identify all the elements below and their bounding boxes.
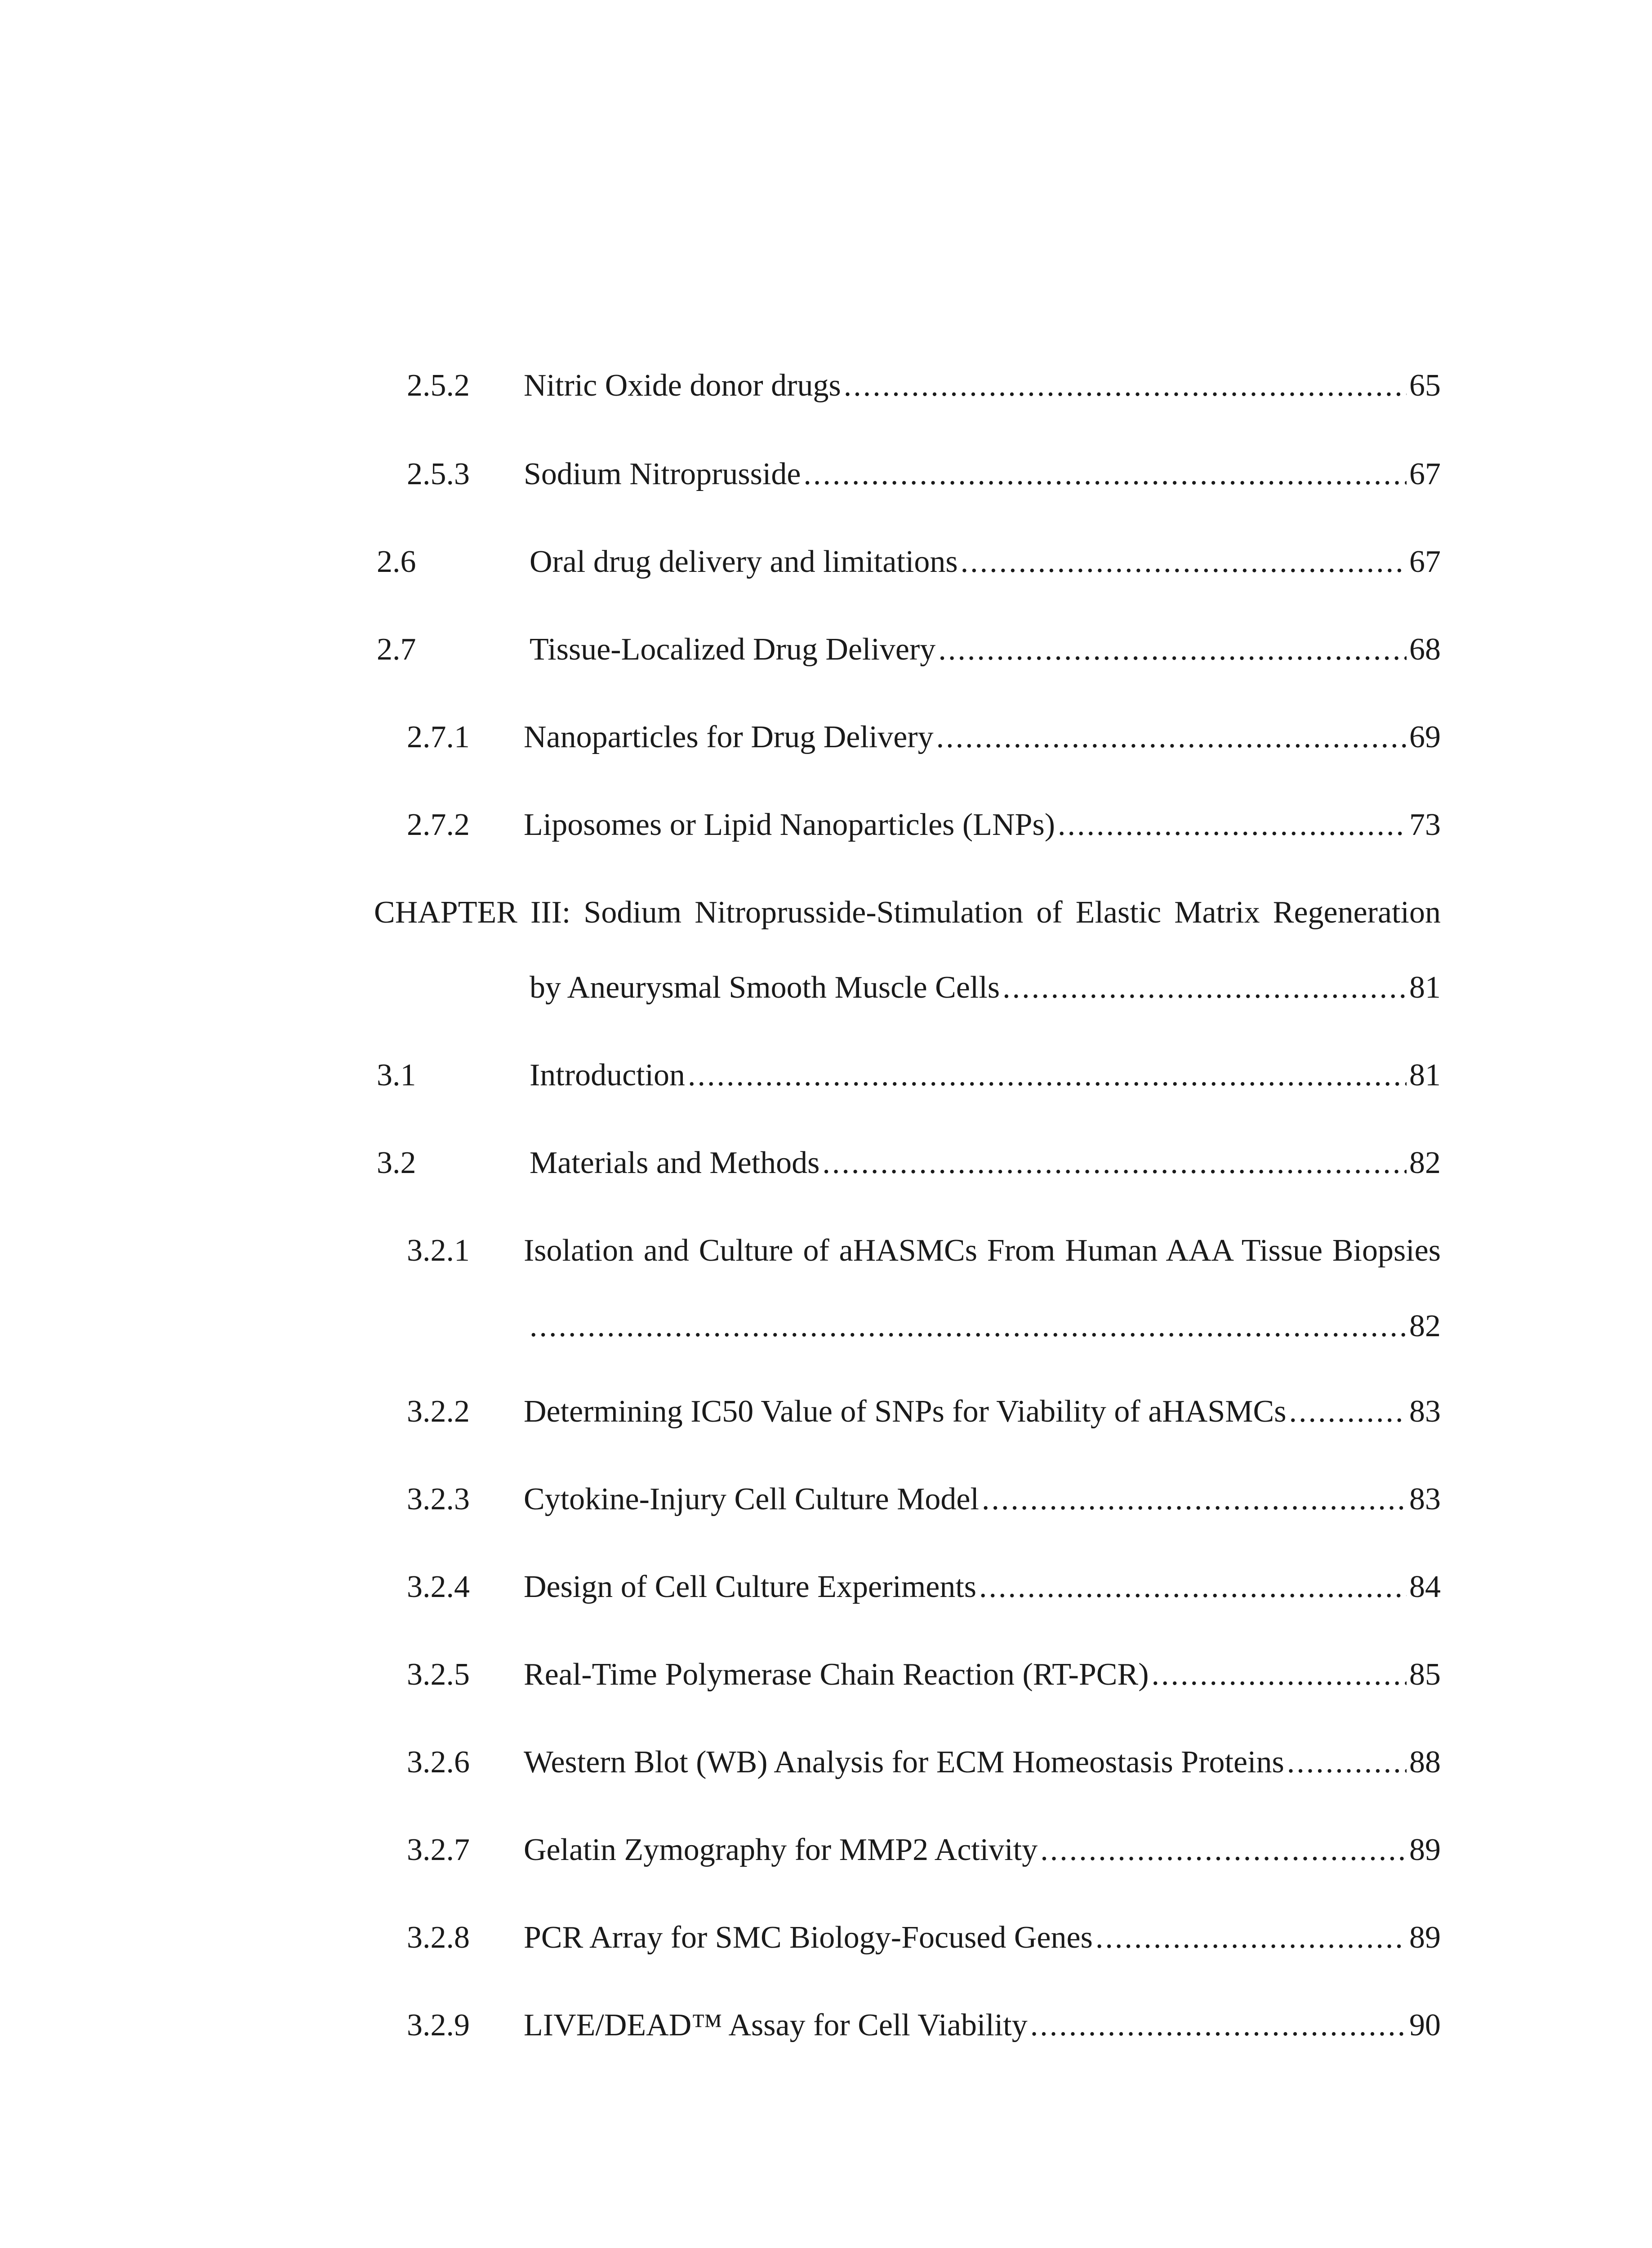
toc-entry-text: [524, 361, 1441, 410]
chapter-heading-word: CHAPTER: [374, 895, 517, 930]
toc-entry: [407, 361, 1441, 410]
toc-entry-number: 3.1: [377, 1058, 416, 1093]
chapter-page: 81: [1409, 970, 1441, 1005]
chapter-heading-word: of: [1036, 895, 1063, 930]
toc-entry-page: 81: [1409, 1058, 1441, 1093]
toc-entry-title: LIVE/DEAD™ Assay for Cell Viability: [524, 2008, 1028, 2043]
toc-entry-page: 68: [1409, 632, 1441, 667]
toc-entry-number: 2.6: [377, 544, 416, 579]
toc-entry-number: 3.2: [377, 1146, 416, 1180]
toc-entry: [407, 2001, 1441, 2050]
toc-entry-text: [530, 1302, 1441, 1351]
toc-entry-text: [524, 1913, 1441, 1963]
toc-entry-number: 3.2.6: [407, 1745, 470, 1780]
chapter-heading-word: Elastic: [1075, 895, 1162, 930]
toc-entry-title: Liposomes or Lipid Nanoparticles (LNPs): [524, 807, 1055, 842]
toc-entry: [407, 713, 1441, 762]
dot-leader: [982, 1475, 1407, 1524]
toc-entry-page: 89: [1409, 1920, 1441, 1955]
toc-entry-title: Real-Time Polymerase Chain Reaction (RT-PCR): [524, 1657, 1149, 1692]
dot-leader: [979, 1562, 1407, 1612]
toc-entry-title: Nanoparticles for Drug Delivery: [524, 720, 934, 754]
toc-entry-title: Design of Cell Culture Experiments: [524, 1570, 977, 1604]
toc-entry-number: 3.2.3: [407, 1482, 470, 1517]
toc-entry: [407, 1913, 1441, 1963]
toc-entry: [407, 1738, 1441, 1787]
toc-entry: [407, 800, 1441, 850]
toc-entry-text: [530, 537, 1441, 587]
chapter-heading-word: Regeneration: [1273, 895, 1441, 930]
toc-entry-title: Cytokine-Injury Cell Culture Model: [524, 1482, 979, 1517]
toc-entry-number: 3.2.9: [407, 2008, 470, 2043]
dot-leader: [844, 361, 1407, 410]
toc-entry-title: Oral drug delivery and limitations: [530, 544, 958, 579]
toc-entry-text: [530, 1138, 1441, 1188]
toc-entry: [377, 1051, 1441, 1100]
chapter-subtitle: by Aneurysmal Smooth Muscle Cells: [530, 970, 1000, 1005]
toc-entry-text: [530, 963, 1441, 1012]
dot-leader: [688, 1051, 1407, 1100]
toc-entry-page: 84: [1409, 1570, 1441, 1604]
toc-entry-number: 2.7.1: [407, 720, 470, 754]
toc-entry-title: Gelatin Zymography for MMP2 Activity: [524, 1833, 1038, 1867]
chapter-heading-continuation: [530, 963, 1441, 1012]
toc-entry-text: [524, 1562, 1441, 1612]
toc-entry-page: 82: [1409, 1146, 1441, 1180]
toc-entry-text: [524, 2001, 1441, 2050]
toc-entry-number: 3.2.5: [407, 1657, 470, 1692]
toc-entry: [407, 1226, 1441, 1276]
chapter-heading-word: Sodium: [583, 895, 682, 930]
dot-leader: [803, 450, 1407, 499]
dot-leader: [938, 625, 1407, 674]
toc-entry-text: [524, 1825, 1441, 1875]
chapter-heading-word: Nitroprusside-Stimulation: [695, 895, 1024, 930]
toc-entry-number: 3.2.7: [407, 1833, 470, 1867]
dot-leader: [822, 1138, 1407, 1188]
dot-leader: [1289, 1387, 1407, 1436]
dot-leader: [1040, 1825, 1407, 1875]
toc-entry-number: 3.2.2: [407, 1394, 470, 1429]
toc-entry-page: 83: [1409, 1394, 1441, 1429]
dot-leader: [1287, 1738, 1407, 1787]
toc-entry-text: [530, 625, 1441, 674]
toc-entry-title: Determining IC50 Value of SNPs for Viability of aHASMCs: [524, 1394, 1287, 1429]
toc-entry-page: 90: [1409, 2008, 1441, 2043]
toc-entry: [377, 625, 1441, 674]
toc-entry-title: Nitric Oxide donor drugs: [524, 368, 841, 403]
toc-entry-title: PCR Array for SMC Biology-Focused Genes: [524, 1920, 1093, 1955]
toc-entry-number: 2.7.2: [407, 807, 470, 842]
toc-entry-page: 69: [1409, 720, 1441, 754]
chapter-heading-word: Matrix: [1174, 895, 1260, 930]
toc-entry-text: [530, 1051, 1441, 1100]
toc-entry-title: Tissue-Localized Drug Delivery: [530, 632, 936, 667]
toc-entry: [407, 1650, 1441, 1699]
toc-entry-text: [524, 1387, 1441, 1436]
toc-entry-page: 89: [1409, 1833, 1441, 1867]
toc-entry-title: Introduction: [530, 1058, 686, 1093]
toc-entry-page: 67: [1409, 457, 1441, 491]
toc-entry-number: 3.2.8: [407, 1920, 470, 1955]
toc-entry-title: Western Blot (WB) Analysis for ECM Homeostasis Proteins: [524, 1745, 1284, 1780]
toc-entry-text: [524, 1738, 1441, 1787]
toc-entry-title: Materials and Methods: [530, 1146, 820, 1180]
toc-entry: [407, 1562, 1441, 1612]
toc-entry-page: 73: [1409, 807, 1441, 842]
toc-entry: [377, 1138, 1441, 1188]
toc-entry-page: 67: [1409, 544, 1441, 579]
chapter-heading-word: III:: [530, 895, 571, 930]
toc-entry-number: 2.7: [377, 632, 416, 667]
dot-leader: [1152, 1650, 1407, 1699]
toc-entry-page: 82: [1409, 1309, 1441, 1343]
toc-entry-title: Sodium Nitroprusside: [524, 457, 801, 491]
chapter-heading: [374, 888, 1441, 937]
toc-entry-text: [524, 450, 1441, 499]
dot-leader: [530, 1302, 1407, 1351]
toc-entry-number: 2.5.3: [407, 457, 470, 491]
toc-entry-number: 2.5.2: [407, 368, 470, 403]
toc-entry-page: 88: [1409, 1745, 1441, 1780]
toc-entry-page: 85: [1409, 1657, 1441, 1692]
toc-entry-text: [524, 1650, 1441, 1699]
toc-entry-number: 3.2.4: [407, 1570, 470, 1604]
toc-entry-text: [524, 1475, 1441, 1524]
toc-entry: [407, 450, 1441, 499]
dot-leader: [936, 713, 1407, 762]
dot-leader: [1058, 800, 1407, 850]
toc-entry-number: 3.2.1: [407, 1233, 470, 1268]
toc-entry: [407, 1825, 1441, 1875]
toc-entry-page: 65: [1409, 368, 1441, 403]
toc-entry-text: [524, 800, 1441, 850]
toc-entry: [377, 537, 1441, 587]
dot-leader: [1002, 963, 1407, 1012]
dot-leader: [1030, 2001, 1407, 2050]
toc-entry-title: Isolation and Culture of aHASMCs From Human AAA Tissue Biopsies: [524, 1233, 1441, 1268]
toc-entry: [407, 1475, 1441, 1524]
toc-entry-continuation: [530, 1302, 1441, 1351]
dot-leader: [1095, 1913, 1407, 1963]
toc-entry-text: [524, 713, 1441, 762]
toc-entry: [407, 1387, 1441, 1436]
dot-leader: [961, 537, 1407, 587]
toc-entry-page: 83: [1409, 1482, 1441, 1517]
